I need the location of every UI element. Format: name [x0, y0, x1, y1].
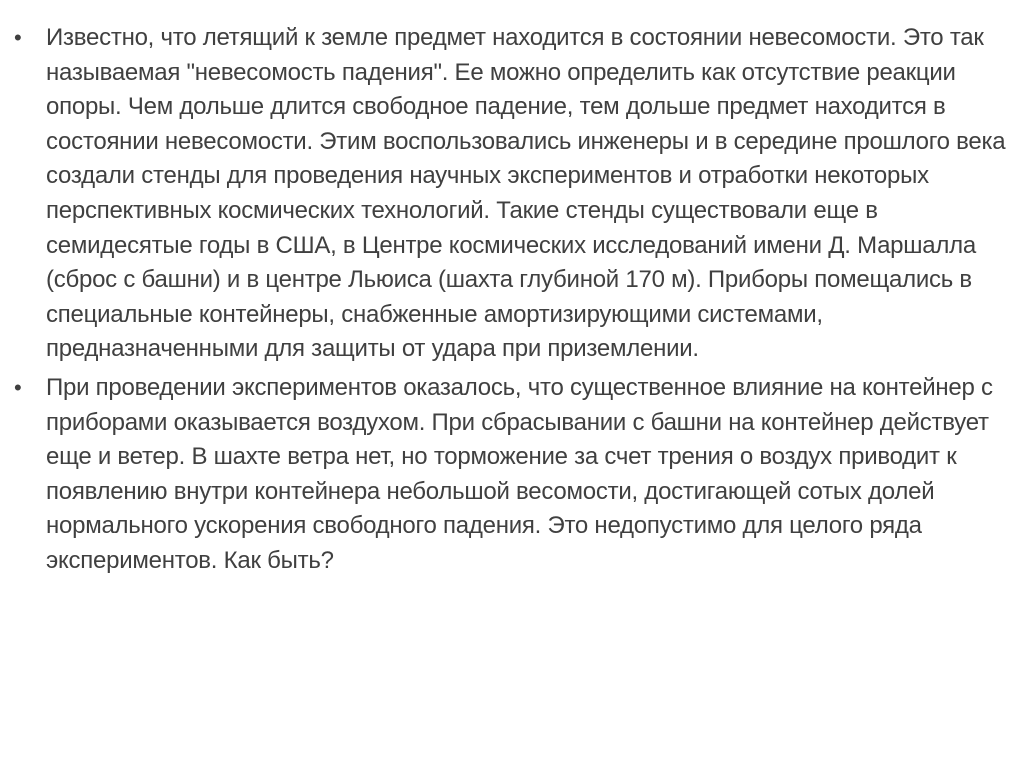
bullet-marker: • — [14, 374, 22, 400]
bullet-item-2 — [14, 371, 1010, 579]
bullet-text: При проведении экспериментов оказалось, что существенное влияние на контейнер с приборами оказывается воздухом. При сбрасывании с башни на контейнер действует еще и ветер. В шахте ветра нет, но торможение за счет трения о воздух приводит к появлению внутри контейнера небольшой весомости, достигающей сотых долей нормального ускорения свободного падения. Это недопустимо для целого ряда экспериментов. Как быть? — [46, 373, 993, 574]
bullet-item-1 — [14, 21, 1010, 367]
bullet-marker: • — [14, 25, 22, 50]
bullet-list — [14, 21, 1010, 583]
bullet-text: Известно, что летящий к земле предмет находится в состоянии невесомости. Это так называемая "невесомость падения". Ее можно определить как отсутствие реакции опоры. Чем дольше длится свободное падение, тем дольше предмет находится в состоянии невесомости. Этим воспользовались инженеры и в середине прошлого века создали стенды для проведения научных экспериментов и отработки некоторых перспективных космических технологий. Такие стенды существовали еще в семидесятые годы в США, в Центре космических исследований имени Д. Маршалла (сброс с башни) и в центре Льюиса (шахта глубиной 170 м). Приборы помещались в специальные контейнеры, снабженные амортизирующими системами, предназначенными для защиты от удара при приземлении. — [46, 24, 1006, 363]
